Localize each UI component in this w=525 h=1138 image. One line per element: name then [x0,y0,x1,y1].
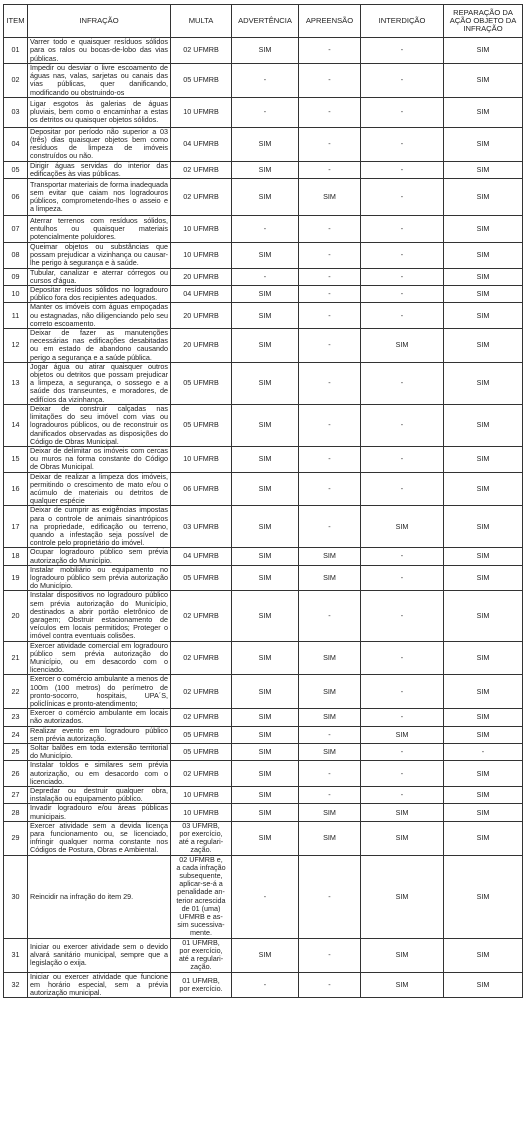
item-cell: 11 [4,303,28,329]
reparacao-cell: SIM [444,821,523,855]
advertencia-cell: SIM [232,179,299,216]
multa-cell: 10 UFMRB [171,804,232,821]
reparacao-cell: SIM [444,216,523,243]
item-cell: 16 [4,472,28,506]
item-cell: 15 [4,446,28,472]
interdicao-cell: - [361,744,444,761]
item-cell: 17 [4,506,28,548]
multa-cell: 06 UFMRB [171,472,232,506]
table-row [4,506,523,548]
infracao-cell: Depositar por período não superior a 03 (três) dias quaisquer objetos bem como resíduos de limpeza de imóveis construídos ou não. [28,127,171,161]
reparacao-cell: SIM [444,303,523,329]
reparacao-cell: SIM [444,726,523,743]
apreensao-cell: SIM [299,804,361,821]
item-cell: 09 [4,268,28,285]
item-cell: 03 [4,97,28,127]
multa-cell: 02 UFMRB [171,709,232,726]
infracao-cell: Exercer o comércio ambulante a menos de 100m (100 metros) do perímetro de pronto-socorro, hospitais, UPA´S, policlínicas e pronto-atendimento; [28,675,171,709]
apreensao-cell: - [299,286,361,303]
item-cell: 04 [4,127,28,161]
interdicao-cell: - [361,303,444,329]
advertencia-cell: SIM [232,329,299,363]
multa-cell: 02 UFMRB [171,761,232,787]
table-row [4,804,523,821]
advertencia-cell: - [232,64,299,98]
reparacao-cell: SIM [444,127,523,161]
advertencia-cell: SIM [232,506,299,548]
infracao-cell: Instalar toldos e similares sem prévia autorização, ou em desacordo com o licenciado. [28,761,171,787]
apreensao-cell: - [299,38,361,64]
reparacao-cell: SIM [444,855,523,938]
interdicao-cell: - [361,446,444,472]
interdicao-cell: - [361,787,444,804]
advertencia-cell: - [232,97,299,127]
item-cell: 19 [4,565,28,591]
table-row [4,268,523,285]
advertencia-cell: SIM [232,787,299,804]
advertencia-cell: - [232,855,299,938]
reparacao-cell: SIM [444,97,523,127]
item-cell: 32 [4,972,28,998]
infracao-cell: Ligar esgotos às galerias de águas pluviais, bem como o encaminhar a estas os detritos ou quaisquer objetos sólidos. [28,97,171,127]
interdicao-cell: - [361,268,444,285]
infracao-cell: Exercer atividade sem a devida licença para funcionamento ou, se licenciado, infringir qualquer norma constante nos Códigos de Postura, Obras e Ambiental. [28,821,171,855]
header-row [4,5,523,38]
multa-cell: 02 UFMRB [171,38,232,64]
interdicao-cell: - [361,761,444,787]
interdicao-cell: - [361,709,444,726]
multa-cell: 10 UFMRB [171,446,232,472]
infracao-cell: Iniciar ou exercer atividade sem o devido alvará sanitário municipal, sempre que a legislação o exija. [28,938,171,972]
infracao-cell: Iniciar ou exercer atividade que funcione em horário especial, sem a prévia autorização municipal. [28,972,171,998]
reparacao-cell: SIM [444,506,523,548]
interdicao-cell: - [361,565,444,591]
item-cell: 02 [4,64,28,98]
infracao-cell: Varrer todo e quaisquer resíduos sólidos para os ralos ou bocas-de-lobo das vias públicas. [28,38,171,64]
apreensao-cell: - [299,472,361,506]
apreensao-cell: - [299,161,361,178]
multa-cell: 03 UFMRB, por exercício, até a regulari- zação. [171,821,232,855]
interdicao-cell: - [361,161,444,178]
apreensao-cell: SIM [299,641,361,675]
advertencia-cell: SIM [232,404,299,446]
apreensao-cell: - [299,855,361,938]
reparacao-cell: SIM [444,179,523,216]
item-cell: 10 [4,286,28,303]
item-cell: 07 [4,216,28,243]
reparacao-cell: - [444,744,523,761]
advertencia-cell: SIM [232,362,299,404]
table-row [4,127,523,161]
advertencia-cell: - [232,216,299,243]
table-row [4,64,523,98]
table-row [4,286,523,303]
table-row [4,565,523,591]
advertencia-cell: SIM [232,446,299,472]
infracao-cell: Tubular, canalizar e aterrar córregos ou cursos d'água. [28,268,171,285]
infracao-cell: Instalar dispositivos no logradouro público sem prévia autorização do Município, destinados a abrir portão eletrônico de garagem; Obstruir estacionamento de veículos em locais permitidos; Proteger o imóvel contra eventuais colisões. [28,591,171,641]
table-row [4,726,523,743]
multa-cell: 10 UFMRB [171,97,232,127]
apreensao-cell: - [299,243,361,269]
item-cell: 20 [4,591,28,641]
table-row [4,938,523,972]
table-row [4,972,523,998]
header-reparacao: REPARAÇÃO DA AÇÃO OBJETO DA INFRAÇÃO [444,5,523,38]
infracao-cell: Aterrar terrenos com resíduos sólidos, entulhos ou quaisquer materiais potencialmente poluidores. [28,216,171,243]
infracao-cell: Invadir logradouro e/ou áreas públicas municipais. [28,804,171,821]
multa-cell: 04 UFMRB [171,127,232,161]
apreensao-cell: - [299,329,361,363]
item-cell: 06 [4,179,28,216]
multa-cell: 01 UFMRB, por exercício, até a regulari- zação. [171,938,232,972]
multa-cell: 20 UFMRB [171,329,232,363]
reparacao-cell: SIM [444,675,523,709]
interdicao-cell: - [361,641,444,675]
item-cell: 27 [4,787,28,804]
item-cell: 05 [4,161,28,178]
advertencia-cell: SIM [232,641,299,675]
advertencia-cell: SIM [232,761,299,787]
reparacao-cell: SIM [444,38,523,64]
table-row [4,303,523,329]
apreensao-cell: - [299,972,361,998]
table-row [4,446,523,472]
reparacao-cell: SIM [444,404,523,446]
interdicao-cell: - [361,97,444,127]
item-cell: 28 [4,804,28,821]
advertencia-cell: SIM [232,127,299,161]
infracao-cell: Deixar de fazer as manutenções necessárias nas edificações desabitadas ou em estado de abandono causando perigo a segurança e a saúde pública. [28,329,171,363]
interdicao-cell: - [361,675,444,709]
reparacao-cell: SIM [444,641,523,675]
advertencia-cell: SIM [232,744,299,761]
multa-cell: 05 UFMRB [171,744,232,761]
multa-cell: 01 UFMRB, por exercício. [171,972,232,998]
interdicao-cell: - [361,362,444,404]
interdicao-cell: SIM [361,726,444,743]
table-row [4,675,523,709]
interdicao-cell: - [361,286,444,303]
apreensao-cell: SIM [299,565,361,591]
interdicao-cell: SIM [361,972,444,998]
advertencia-cell: SIM [232,472,299,506]
infracao-cell: Deixar de delimitar os imóveis com cercas ou muros na forma constante do Código de Obras Municipal. [28,446,171,472]
table-row [4,591,523,641]
table-row [4,744,523,761]
multa-cell: 04 UFMRB [171,548,232,565]
interdicao-cell: SIM [361,329,444,363]
apreensao-cell: SIM [299,709,361,726]
infracao-cell: Transportar materiais de forma inadequada sem evitar que caiam nos logradouros públicos, comprometendo-lhes o asseio e a limpeza. [28,179,171,216]
interdicao-cell: - [361,472,444,506]
multa-cell: 05 UFMRB [171,726,232,743]
infracao-cell: Deixar de realizar a limpeza dos imóveis, permitindo o crescimento de mato e/ou o acúmulo de materiais ou detritos de qualquer espécie [28,472,171,506]
apreensao-cell: - [299,726,361,743]
advertencia-cell: SIM [232,243,299,269]
interdicao-cell: SIM [361,821,444,855]
multa-cell: 03 UFMRB [171,506,232,548]
item-cell: 24 [4,726,28,743]
infracao-cell: Realizar evento em logradouro público sem prévia autorização. [28,726,171,743]
advertencia-cell: SIM [232,709,299,726]
advertencia-cell: SIM [232,38,299,64]
interdicao-cell: - [361,127,444,161]
infracao-cell: Exercer atividade comercial em logradouro público sem prévia autorização do Município, ou em desacordo com o licenciado. [28,641,171,675]
item-cell: 08 [4,243,28,269]
interdicao-cell: - [361,38,444,64]
item-cell: 29 [4,821,28,855]
item-cell: 26 [4,761,28,787]
interdicao-cell: SIM [361,804,444,821]
infracao-cell: Jogar água ou atirar quaisquer outros objetos ou detritos que possam prejudicar a limpeza, a segurança, o sossego e a saúde dos transeuntes, e moradores, de edifícios da vizinhança. [28,362,171,404]
header-item: ITEM [4,5,28,38]
infracao-cell: Impedir ou desviar o livre escoamento de águas nas, valas, sarjetas ou canais das vias públicas, quer danificando, modificando ou obstruindo-os [28,64,171,98]
multa-cell: 05 UFMRB [171,404,232,446]
header-multa: MULTA [171,5,232,38]
advertencia-cell: SIM [232,548,299,565]
apreensao-cell: - [299,64,361,98]
advertencia-cell: SIM [232,726,299,743]
apreensao-cell: - [299,362,361,404]
interdicao-cell: SIM [361,506,444,548]
reparacao-cell: SIM [444,446,523,472]
multa-cell: 02 UFMRB [171,179,232,216]
apreensao-cell: - [299,268,361,285]
infracao-cell: Depositar resíduos sólidos no logradouro público fora dos recipientes adequados. [28,286,171,303]
table-row [4,243,523,269]
infracao-cell: Dirigir águas servidas do interior das edificações às vias públicas. [28,161,171,178]
apreensao-cell: SIM [299,548,361,565]
advertencia-cell: - [232,972,299,998]
item-cell: 12 [4,329,28,363]
multa-cell: 05 UFMRB [171,64,232,98]
table-body [4,38,523,998]
multa-cell: 20 UFMRB [171,268,232,285]
infracao-cell: Reincidir na infração do item 29. [28,855,171,938]
apreensao-cell: SIM [299,744,361,761]
advertencia-cell: SIM [232,821,299,855]
multa-cell: 10 UFMRB [171,787,232,804]
advertencia-cell: SIM [232,938,299,972]
interdicao-cell: - [361,548,444,565]
item-cell: 01 [4,38,28,64]
advertencia-cell: SIM [232,804,299,821]
interdicao-cell: - [361,404,444,446]
apreensao-cell: SIM [299,179,361,216]
interdicao-cell: SIM [361,855,444,938]
item-cell: 23 [4,709,28,726]
interdicao-cell: - [361,591,444,641]
advertencia-cell: SIM [232,565,299,591]
item-cell: 30 [4,855,28,938]
multa-cell: 02 UFMRB [171,675,232,709]
multa-cell: 02 UFMRB e, a cada infração subsequente, aplicar-se-á a penalidade an- terior acrescida de 01 (uma) UFMRB e as- sim sucessiva- mente. [171,855,232,938]
apreensao-cell: - [299,506,361,548]
table-row [4,709,523,726]
apreensao-cell: - [299,446,361,472]
reparacao-cell: SIM [444,64,523,98]
multa-cell: 05 UFMRB [171,565,232,591]
table-row [4,787,523,804]
multa-cell: 02 UFMRB [171,591,232,641]
apreensao-cell: - [299,938,361,972]
multa-cell: 05 UFMRB [171,362,232,404]
table-row [4,761,523,787]
infracao-cell: Deixar de construir calçadas nas limitações do seu imóvel com vias ou logradouros públicos, ou de reconstruir os danificados observadas as disposições do Código de Obras Municipal. [28,404,171,446]
table-row [4,821,523,855]
advertencia-cell: SIM [232,161,299,178]
multa-cell: 20 UFMRB [171,303,232,329]
reparacao-cell: SIM [444,243,523,269]
apreensao-cell: - [299,216,361,243]
table-row [4,548,523,565]
reparacao-cell: SIM [444,804,523,821]
reparacao-cell: SIM [444,472,523,506]
item-cell: 21 [4,641,28,675]
interdicao-cell: - [361,216,444,243]
apreensao-cell: - [299,787,361,804]
reparacao-cell: SIM [444,362,523,404]
table-row [4,641,523,675]
item-cell: 13 [4,362,28,404]
item-cell: 14 [4,404,28,446]
advertencia-cell: SIM [232,591,299,641]
apreensao-cell: - [299,761,361,787]
table-row [4,38,523,64]
table-row [4,97,523,127]
apreensao-cell: SIM [299,675,361,709]
infracao-cell: Depredar ou destruir qualquer obra, instalação ou equipamento público. [28,787,171,804]
reparacao-cell: SIM [444,268,523,285]
table-row [4,362,523,404]
item-cell: 18 [4,548,28,565]
advertencia-cell: - [232,268,299,285]
infractions-table [3,4,523,998]
reparacao-cell: SIM [444,938,523,972]
reparacao-cell: SIM [444,548,523,565]
reparacao-cell: SIM [444,329,523,363]
item-cell: 25 [4,744,28,761]
apreensao-cell: - [299,127,361,161]
infracao-cell: Ocupar logradouro público sem prévia autorização do Município. [28,548,171,565]
infracao-cell: Instalar mobiliário ou equipamento no logradouro público sem prévia autorização do Município. [28,565,171,591]
interdicao-cell: - [361,179,444,216]
interdicao-cell: - [361,243,444,269]
table-row [4,216,523,243]
multa-cell: 02 UFMRB [171,641,232,675]
multa-cell: 04 UFMRB [171,286,232,303]
infracao-cell: Manter os imóveis com águas empoçadas ou estagnadas, não diligenciando pelo seu correto escoamento. [28,303,171,329]
reparacao-cell: SIM [444,591,523,641]
reparacao-cell: SIM [444,161,523,178]
advertencia-cell: SIM [232,675,299,709]
apreensao-cell: SIM [299,821,361,855]
reparacao-cell: SIM [444,787,523,804]
advertencia-cell: SIM [232,303,299,329]
infracao-cell: Exercer o comércio ambulante em locais não autorizados. [28,709,171,726]
table-row [4,855,523,938]
table-row [4,404,523,446]
interdicao-cell: SIM [361,938,444,972]
apreensao-cell: - [299,404,361,446]
header-interdicao: INTERDIÇÃO [361,5,444,38]
interdicao-cell: - [361,64,444,98]
header-infracao: INFRAÇÃO [28,5,171,38]
table-row [4,472,523,506]
multa-cell: 10 UFMRB [171,243,232,269]
header-apreensao: APREENSÃO [299,5,361,38]
reparacao-cell: SIM [444,709,523,726]
table-row [4,179,523,216]
apreensao-cell: - [299,591,361,641]
header-advertencia: ADVERTÊNCIA [232,5,299,38]
item-cell: 31 [4,938,28,972]
multa-cell: 02 UFMRB [171,161,232,178]
infracao-cell: Soltar balões em toda extensão territorial do Município. [28,744,171,761]
apreensao-cell: - [299,303,361,329]
table-row [4,329,523,363]
reparacao-cell: SIM [444,972,523,998]
infracao-cell: Queimar objetos ou substâncias que possam prejudicar a vizinhança ou causar-lhe perigo à segurança e à saúde. [28,243,171,269]
apreensao-cell: - [299,97,361,127]
reparacao-cell: SIM [444,286,523,303]
advertencia-cell: SIM [232,286,299,303]
table-row [4,161,523,178]
infracao-cell: Deixar de cumprir as exigências impostas para o controle de animais sinantrópicos na propriedade, edificação ou terreno, quando a infestação seja possível de controle pelo proprietário do imóvel. [28,506,171,548]
multa-cell: 10 UFMRB [171,216,232,243]
reparacao-cell: SIM [444,761,523,787]
item-cell: 22 [4,675,28,709]
reparacao-cell: SIM [444,565,523,591]
